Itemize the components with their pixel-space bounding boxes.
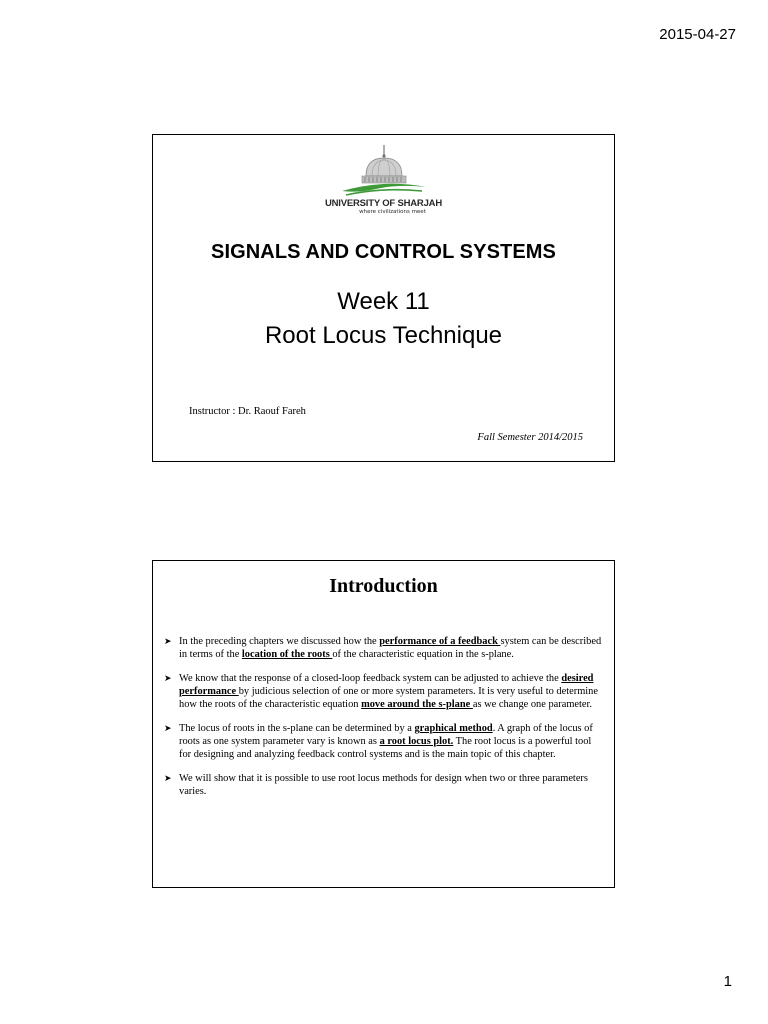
list-item: ➤ We will show that it is possible to use root locus methods for design when two or three parameters varies. — [164, 773, 588, 797]
arrow-bullet-icon: ➤ — [164, 673, 172, 683]
page-number: 1 — [723, 973, 732, 990]
list-item: ➤ In the preceding chapters we discussed how the performance of a feedback system can be described in terms of the location of the roots of the characteristic equation in the s-plane. — [164, 636, 602, 660]
university-dome-icon — [336, 143, 432, 197]
list-item: ➤ The locus of roots in the s-plane can be determined by a graphical method. A graph of the locus of roots as one system parameter vary is known as a root locus plot. The root locus is a powerful tool for designing and analyzing feedback control systems and is the main topic of this chapter. — [164, 723, 593, 760]
semester-text: Fall Semester 2014/2015 — [477, 432, 583, 443]
arrow-bullet-icon: ➤ — [164, 723, 172, 733]
page-date: 2015-04-27 — [659, 26, 736, 43]
list-item: ➤ We know that the response of a closed-loop feedback system can be adjusted to achieve the desired performance by judicious selection of one or more system parameters. It is very useful to determine how the roots of the characteristic equation move around the s-plane as we change one parameter. — [164, 673, 598, 710]
bullet-list — [164, 635, 604, 809]
arrow-bullet-icon: ➤ — [164, 773, 172, 783]
course-title: SIGNALS AND CONTROL SYSTEMS — [211, 241, 556, 263]
week-label: Week 11 — [337, 288, 430, 315]
arrow-bullet-icon: ➤ — [164, 636, 172, 646]
university-name: UNIVERSITY OF SHARJAH — [324, 198, 443, 209]
university-tagline: where civilizations meet — [359, 209, 426, 215]
introduction-slide — [152, 560, 615, 888]
topic-title: Root Locus Technique — [264, 322, 503, 349]
title-slide — [152, 134, 615, 462]
university-logo — [153, 143, 614, 215]
instructor-text: Instructor : Dr. Raouf Fareh — [189, 406, 306, 417]
slide-title: Introduction — [329, 575, 438, 597]
